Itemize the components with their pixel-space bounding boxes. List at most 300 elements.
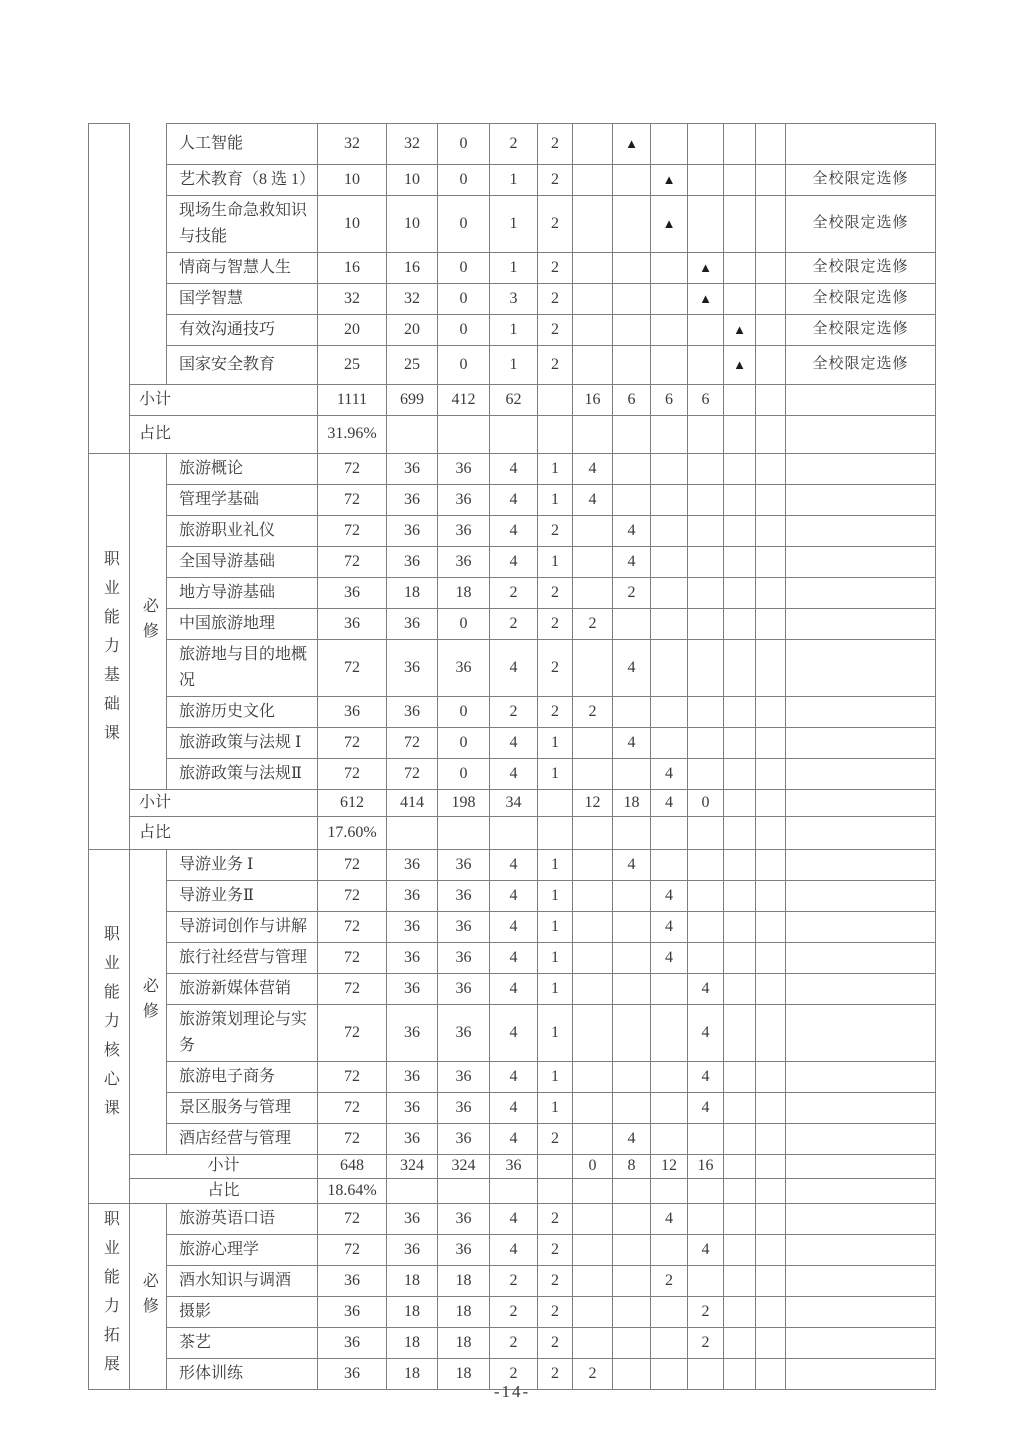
ratio-value: 18.64% — [318, 1179, 387, 1204]
table-row — [89, 1235, 936, 1266]
cell — [688, 640, 724, 697]
cell — [651, 547, 688, 578]
cell — [651, 697, 688, 728]
cell — [786, 385, 936, 416]
cell — [724, 1093, 756, 1124]
cell: 2 — [490, 1266, 538, 1297]
category-cell: 职业能力核心课 — [89, 850, 130, 1204]
cell — [613, 315, 651, 346]
cell: 2 — [490, 124, 538, 165]
cell: 4 — [490, 1093, 538, 1124]
cell: 324 — [387, 1155, 438, 1179]
cell — [688, 817, 724, 850]
cell: 0 — [688, 790, 724, 817]
cell — [688, 609, 724, 640]
cell — [538, 416, 573, 454]
ratio-row — [89, 416, 936, 454]
cell: 2 — [538, 640, 573, 697]
cell: 2 — [538, 346, 573, 385]
cell — [613, 416, 651, 454]
cell — [613, 697, 651, 728]
cell — [573, 912, 613, 943]
cell — [756, 912, 786, 943]
cell — [651, 284, 688, 315]
cell — [688, 1204, 724, 1235]
course-name: 国家安全教育 — [167, 346, 318, 385]
cell: 36 — [318, 1297, 387, 1328]
cell: 2 — [490, 1328, 538, 1359]
cell: 36 — [438, 1062, 490, 1093]
cell: 414 — [387, 790, 438, 817]
cell: 36 — [438, 454, 490, 485]
cell — [651, 454, 688, 485]
cell — [724, 284, 756, 315]
section-career-core — [89, 850, 936, 1204]
course-name: 艺术教育（8 选 1） — [167, 165, 318, 196]
cell: 10 — [318, 165, 387, 196]
course-name: 人工智能 — [167, 124, 318, 165]
cell: 4 — [688, 1235, 724, 1266]
category-cell: 职业能力基础课 — [89, 454, 130, 850]
cell: 2 — [573, 609, 613, 640]
cell: 2 — [538, 165, 573, 196]
cell — [573, 850, 613, 881]
cell — [688, 547, 724, 578]
cell — [724, 640, 756, 697]
cell — [573, 1266, 613, 1297]
subcategory-cell: 必修 — [130, 1204, 167, 1390]
cell — [613, 817, 651, 850]
cell: 72 — [318, 516, 387, 547]
cell: 72 — [318, 850, 387, 881]
cell — [786, 1124, 936, 1155]
cell — [688, 850, 724, 881]
cell: 4 — [688, 1062, 724, 1093]
cell: 36 — [438, 1204, 490, 1235]
course-name: 旅游职业礼仪 — [167, 516, 318, 547]
cell: 699 — [387, 385, 438, 416]
cell — [786, 1062, 936, 1093]
subtotal-label: 小计 — [130, 790, 318, 817]
cell — [756, 485, 786, 516]
cell: 72 — [318, 974, 387, 1005]
cell: 2 — [490, 697, 538, 728]
cell: 1 — [538, 881, 573, 912]
cell — [613, 284, 651, 315]
cell: 1 — [538, 974, 573, 1005]
cell — [538, 817, 573, 850]
ratio-row — [89, 1179, 936, 1204]
cell — [613, 943, 651, 974]
cell — [756, 974, 786, 1005]
cell — [573, 943, 613, 974]
cell: 0 — [438, 253, 490, 284]
cell — [613, 1235, 651, 1266]
cell — [786, 912, 936, 943]
cell: 2 — [490, 578, 538, 609]
cell: 18 — [387, 1328, 438, 1359]
subtotal-row — [89, 385, 936, 416]
cell — [724, 196, 756, 253]
cell — [438, 817, 490, 850]
cell: 18 — [613, 790, 651, 817]
cell: 72 — [318, 728, 387, 759]
cell — [756, 1093, 786, 1124]
remark-cell: 全校限定选修 — [786, 284, 936, 315]
cell: 4 — [651, 943, 688, 974]
cell: 16 — [688, 1155, 724, 1179]
cell — [387, 1179, 438, 1204]
table-row — [89, 609, 936, 640]
cell: 12 — [573, 790, 613, 817]
cell: 0 — [438, 165, 490, 196]
cell: 1 — [538, 850, 573, 881]
cell — [724, 1235, 756, 1266]
cell: 36 — [387, 912, 438, 943]
cell: 2 — [651, 1266, 688, 1297]
cell — [724, 485, 756, 516]
cell — [724, 1005, 756, 1062]
cell: 1 — [538, 1093, 573, 1124]
subcategory-cell — [130, 124, 167, 385]
cell — [786, 759, 936, 790]
cell — [786, 1297, 936, 1328]
cell: 36 — [387, 1093, 438, 1124]
cell — [651, 516, 688, 547]
cell: 4 — [490, 850, 538, 881]
semester-mark-cell: ▲ — [651, 165, 688, 196]
ratio-value: 17.60% — [318, 817, 387, 850]
cell: 36 — [438, 912, 490, 943]
cell: 18 — [387, 1297, 438, 1328]
cell: 18 — [438, 1328, 490, 1359]
table-row — [89, 912, 936, 943]
cell — [651, 1093, 688, 1124]
cell: 72 — [318, 1235, 387, 1266]
subcategory-cell: 必修 — [130, 850, 167, 1155]
cell — [786, 881, 936, 912]
cell — [573, 165, 613, 196]
cell — [651, 1297, 688, 1328]
cell — [573, 315, 613, 346]
cell: 36 — [318, 1359, 387, 1390]
table-row — [89, 697, 936, 728]
cell — [756, 1204, 786, 1235]
cell — [613, 485, 651, 516]
cell: 32 — [387, 124, 438, 165]
table-row — [89, 547, 936, 578]
cell: 72 — [387, 728, 438, 759]
table-row — [89, 315, 936, 346]
cell: 1 — [490, 253, 538, 284]
cell: 4 — [651, 881, 688, 912]
cell — [387, 416, 438, 454]
cell — [651, 640, 688, 697]
course-name: 景区服务与管理 — [167, 1093, 318, 1124]
cell — [786, 1155, 936, 1179]
cell — [613, 1179, 651, 1204]
cell: 0 — [438, 284, 490, 315]
course-name: 旅游政策与法规Ⅱ — [167, 759, 318, 790]
cell — [688, 196, 724, 253]
cell: 2 — [538, 609, 573, 640]
table-row — [89, 943, 936, 974]
cell — [538, 1179, 573, 1204]
table-row — [89, 881, 936, 912]
cell — [724, 817, 756, 850]
cell: 72 — [318, 547, 387, 578]
course-name: 国学智慧 — [167, 284, 318, 315]
cell: 6 — [688, 385, 724, 416]
course-name: 旅行社经营与管理 — [167, 943, 318, 974]
cell: 4 — [490, 640, 538, 697]
cell — [573, 416, 613, 454]
cell: 18 — [438, 1359, 490, 1390]
cell — [688, 1179, 724, 1204]
cell: 36 — [387, 454, 438, 485]
cell: 4 — [490, 516, 538, 547]
table-row — [89, 253, 936, 284]
course-name: 旅游电子商务 — [167, 1062, 318, 1093]
cell — [756, 1328, 786, 1359]
table-row — [89, 124, 936, 165]
cell — [724, 1179, 756, 1204]
cell — [490, 1179, 538, 1204]
table-row — [89, 485, 936, 516]
cell: 36 — [387, 1062, 438, 1093]
cell — [573, 1062, 613, 1093]
cell: 36 — [490, 1155, 538, 1179]
course-name: 旅游英语口语 — [167, 1204, 318, 1235]
cell: 4 — [613, 850, 651, 881]
cell — [786, 516, 936, 547]
cell — [724, 454, 756, 485]
cell — [756, 943, 786, 974]
cell — [613, 1005, 651, 1062]
cell: 36 — [318, 1266, 387, 1297]
cell: 4 — [613, 547, 651, 578]
table-row — [89, 578, 936, 609]
cell — [724, 578, 756, 609]
cell: 612 — [318, 790, 387, 817]
cell: 0 — [438, 759, 490, 790]
cell — [724, 943, 756, 974]
cell — [756, 547, 786, 578]
cell: 72 — [318, 1005, 387, 1062]
cell — [688, 912, 724, 943]
semester-mark-cell: ▲ — [724, 346, 756, 385]
table-row — [89, 640, 936, 697]
cell — [786, 609, 936, 640]
cell: 36 — [438, 1235, 490, 1266]
cell: 36 — [387, 1124, 438, 1155]
cell: 4 — [613, 640, 651, 697]
cell: 72 — [318, 912, 387, 943]
cell — [613, 346, 651, 385]
cell: 4 — [490, 1005, 538, 1062]
cell: 36 — [438, 1124, 490, 1155]
cell: 1 — [490, 315, 538, 346]
cell: 2 — [538, 284, 573, 315]
cell: 4 — [490, 485, 538, 516]
cell: 18 — [438, 1297, 490, 1328]
cell — [651, 416, 688, 454]
table-row — [89, 196, 936, 253]
cell — [756, 578, 786, 609]
cell — [613, 1297, 651, 1328]
ratio-label: 占比 — [130, 1179, 318, 1204]
cell — [756, 253, 786, 284]
cell — [651, 1062, 688, 1093]
table-row — [89, 1005, 936, 1062]
cell: 36 — [387, 547, 438, 578]
cell — [724, 759, 756, 790]
cell: 36 — [318, 697, 387, 728]
table-row — [89, 165, 936, 196]
cell: 10 — [318, 196, 387, 253]
remark-cell: 全校限定选修 — [786, 315, 936, 346]
cell: 36 — [438, 943, 490, 974]
cell: 3 — [490, 284, 538, 315]
cell — [573, 1328, 613, 1359]
course-name: 导游业务 Ⅰ — [167, 850, 318, 881]
table-row — [89, 1062, 936, 1093]
cell — [756, 1005, 786, 1062]
cell — [756, 284, 786, 315]
cell: 1 — [538, 1062, 573, 1093]
cell — [756, 1062, 786, 1093]
cell: 36 — [387, 485, 438, 516]
cell: 2 — [490, 609, 538, 640]
cell — [756, 640, 786, 697]
cell: 36 — [387, 881, 438, 912]
cell: 18 — [387, 578, 438, 609]
cell: 4 — [613, 1124, 651, 1155]
cell — [786, 1179, 936, 1204]
course-name: 导游词创作与讲解 — [167, 912, 318, 943]
table-row — [89, 728, 936, 759]
cell — [724, 547, 756, 578]
cell — [573, 1093, 613, 1124]
cell: 0 — [438, 315, 490, 346]
cell — [756, 196, 786, 253]
cell: 2 — [538, 196, 573, 253]
cell — [786, 416, 936, 454]
cell: 1 — [538, 912, 573, 943]
cell: 18 — [387, 1359, 438, 1390]
cell: 2 — [573, 1359, 613, 1390]
table-row — [89, 1124, 936, 1155]
cell — [613, 912, 651, 943]
cell: 18 — [387, 1266, 438, 1297]
cell: 32 — [318, 284, 387, 315]
cell — [538, 1155, 573, 1179]
cell — [724, 850, 756, 881]
cell — [756, 790, 786, 817]
cell: 1111 — [318, 385, 387, 416]
cell: 4 — [573, 485, 613, 516]
cell: 36 — [387, 609, 438, 640]
cell — [756, 759, 786, 790]
cell: 2 — [538, 578, 573, 609]
cell — [573, 346, 613, 385]
subtotal-row — [89, 1155, 936, 1179]
cell: 72 — [318, 943, 387, 974]
course-name: 酒店经营与管理 — [167, 1124, 318, 1155]
cell — [438, 1179, 490, 1204]
cell: 1 — [490, 346, 538, 385]
cell — [613, 1093, 651, 1124]
cell — [786, 697, 936, 728]
cell: 36 — [438, 485, 490, 516]
subcategory-cell: 必修 — [130, 454, 167, 790]
cell — [651, 1124, 688, 1155]
cell: 36 — [438, 640, 490, 697]
cell: 36 — [387, 974, 438, 1005]
cell — [490, 416, 538, 454]
cell: 2 — [538, 516, 573, 547]
course-name: 地方导游基础 — [167, 578, 318, 609]
cell — [573, 759, 613, 790]
table-row — [89, 1266, 936, 1297]
cell: 8 — [613, 1155, 651, 1179]
cell: 2 — [490, 1297, 538, 1328]
course-name: 管理学基础 — [167, 485, 318, 516]
cell: 36 — [387, 640, 438, 697]
cell — [613, 759, 651, 790]
cell: 198 — [438, 790, 490, 817]
cell — [756, 697, 786, 728]
cell: 4 — [490, 454, 538, 485]
cell: 72 — [318, 454, 387, 485]
cell: 36 — [387, 1005, 438, 1062]
cell: 0 — [438, 346, 490, 385]
cell — [651, 346, 688, 385]
cell: 2 — [688, 1297, 724, 1328]
cell — [387, 817, 438, 850]
cell — [573, 516, 613, 547]
cell — [724, 124, 756, 165]
cell — [756, 346, 786, 385]
cell — [786, 485, 936, 516]
cell: 4 — [490, 1235, 538, 1266]
cell — [651, 1235, 688, 1266]
cell: 16 — [387, 253, 438, 284]
cell: 4 — [573, 454, 613, 485]
cell — [438, 416, 490, 454]
cell — [724, 1124, 756, 1155]
cell: 36 — [438, 1093, 490, 1124]
cell: 36 — [438, 516, 490, 547]
cell: 4 — [490, 547, 538, 578]
cell — [724, 728, 756, 759]
cell — [688, 578, 724, 609]
cell — [573, 640, 613, 697]
cell: 72 — [318, 881, 387, 912]
cell — [756, 1179, 786, 1204]
course-name: 茶艺 — [167, 1328, 318, 1359]
section-elective-continued — [89, 124, 936, 454]
cell: 4 — [490, 943, 538, 974]
cell: 20 — [387, 315, 438, 346]
cell — [688, 124, 724, 165]
cell: 72 — [318, 1093, 387, 1124]
cell — [756, 1124, 786, 1155]
cell — [688, 165, 724, 196]
cell — [613, 253, 651, 284]
cell: 2 — [538, 1328, 573, 1359]
cell — [613, 881, 651, 912]
